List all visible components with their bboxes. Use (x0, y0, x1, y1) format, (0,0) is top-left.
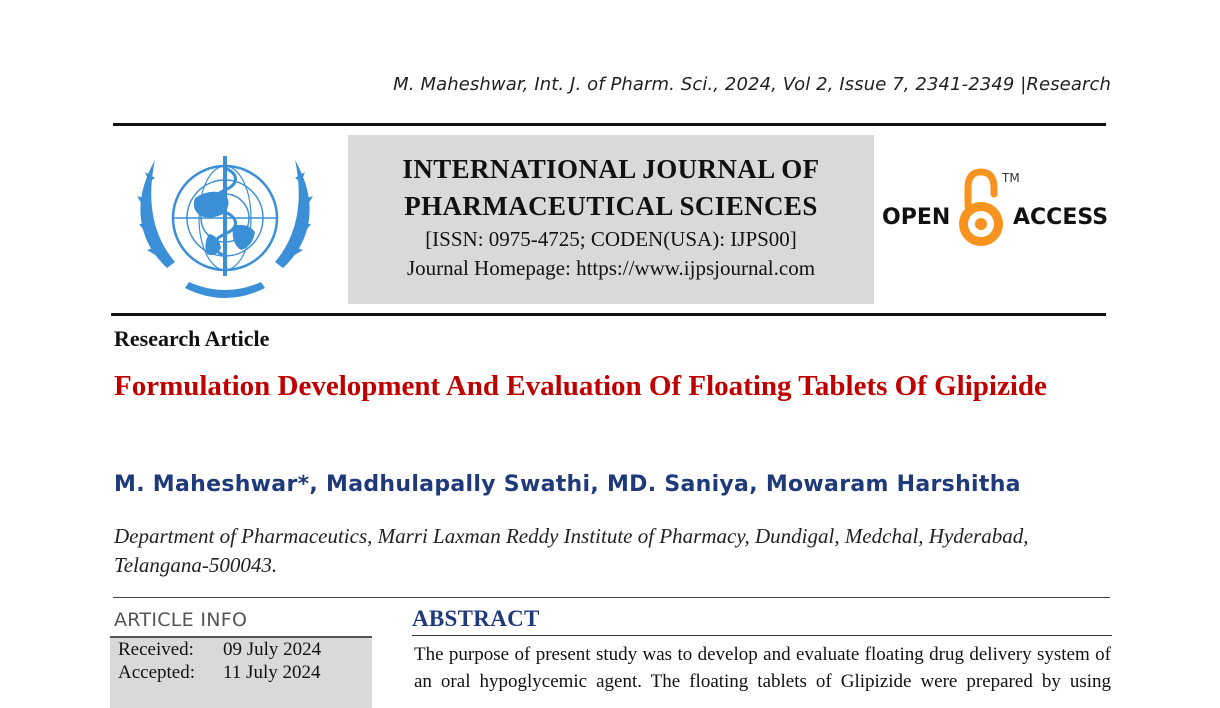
abstract-heading: ABSTRACT (412, 606, 540, 631)
article-info-heading: ARTICLE INFO (114, 609, 248, 631)
article-type: Research Article (114, 326, 270, 351)
open-access-logo (880, 166, 1110, 256)
journal-title-line2: PHARMACEUTICAL SCIENCES (404, 191, 818, 221)
journal-emblem-icon (125, 138, 325, 306)
article-info-box (110, 636, 372, 708)
info-label: Accepted: (118, 662, 196, 683)
abstract-body: The purpose of present study was to develop and evaluate floating drug delivery system of an oral hypoglycemic agent. The floating tablets of Glipizide were prepared by using (414, 644, 1111, 692)
info-label: Received: (118, 639, 194, 660)
author-list: M. Maheshwar*, Madhulapally Swathi, MD. Saniya, Mowaram Harshitha (114, 472, 1021, 497)
open-access-word-open: OPEN (882, 205, 951, 230)
journal-issn: [ISSN: 0975-4725; CODEN(USA): IJPS00] (425, 227, 797, 251)
section-divider (113, 597, 1110, 598)
open-access-word-access: ACCESS (1013, 205, 1109, 230)
abstract-rule (412, 635, 1112, 636)
journal-homepage: Journal Homepage: https://www.ijpsjournal.com (406, 256, 816, 280)
article-title: Formulation Development And Evaluation Of Floating Tablets Of Glipizide (114, 370, 1047, 402)
info-row-accepted (110, 661, 372, 684)
journal-masthead (348, 135, 874, 304)
open-access-tm: TM (1002, 171, 1020, 185)
open-access-lock-icon (959, 172, 1003, 246)
info-value: 09 July 2024 (223, 639, 322, 660)
journal-title-line1: INTERNATIONAL JOURNAL OF (402, 154, 820, 184)
info-value: 11 July 2024 (223, 662, 321, 683)
affiliation: Department of Pharmaceutics, Marri Laxman Reddy Institute of Pharmacy, Dundigal, Medchal, Hyderabad, Telangana-500043. (114, 524, 1029, 577)
header-rule-bottom (111, 313, 1106, 316)
running-header: M. Maheshwar, Int. J. of Pharm. Sci., 2024, Vol 2, Issue 7, 2341-2349 |Research (393, 74, 1111, 95)
info-row-received (110, 638, 372, 661)
header-rule-top (113, 123, 1106, 126)
